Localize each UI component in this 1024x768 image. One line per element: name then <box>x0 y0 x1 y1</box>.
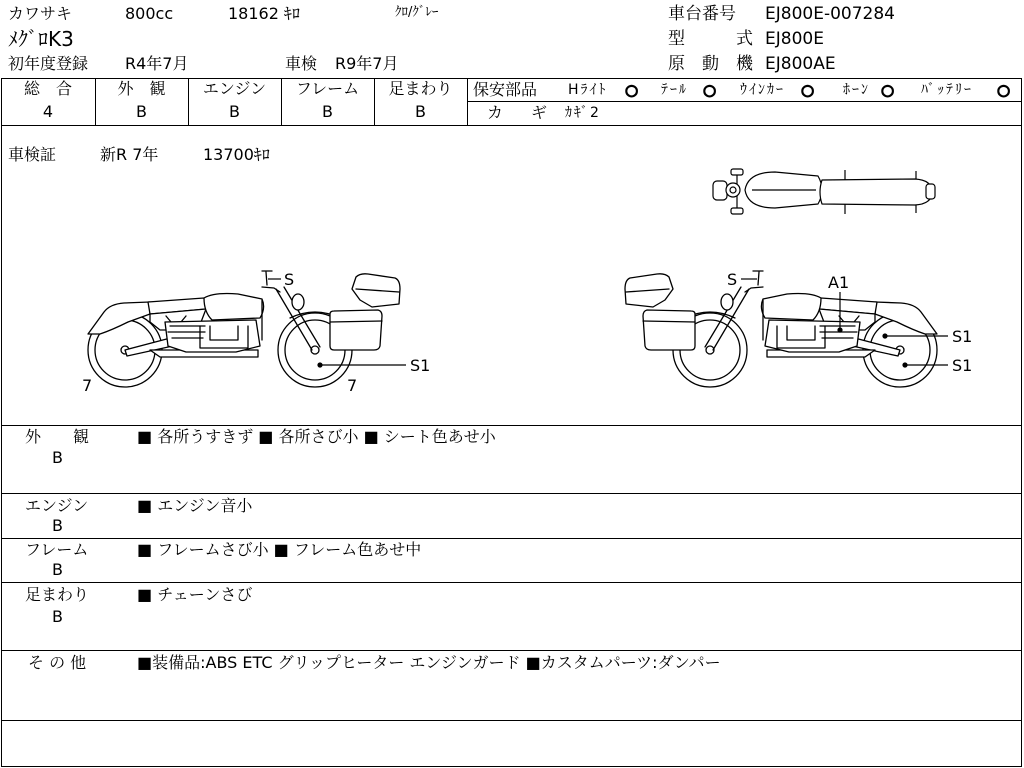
comment-engine-grade: B <box>52 516 63 535</box>
model-name: ﾒｸﾞﾛK3 <box>8 27 74 51</box>
grade-engine-value: B <box>229 102 240 121</box>
safety-tail-mark: ○ <box>703 81 717 99</box>
grade-overall-label: 総 合 <box>23 79 72 98</box>
diagram-bottom-border <box>1 425 1022 426</box>
grade-frame-label: フレーム <box>295 79 360 98</box>
certificate-label: 車検証 <box>8 145 57 164</box>
safety-winker-label: ｳｲﾝｶｰ <box>740 82 785 98</box>
safety-winker-mark: ○ <box>801 81 815 99</box>
model-code-label: 型 式 <box>668 29 753 49</box>
engine-label: 原 動 機 <box>668 54 753 74</box>
comment-divider <box>1 650 1022 651</box>
bike-right-side-view <box>625 271 937 387</box>
safety-headlight-mark: ○ <box>625 81 639 99</box>
bike-top-view <box>713 169 935 214</box>
bike-left-side-view <box>88 271 400 387</box>
inspection-label: 車検 <box>285 54 318 73</box>
comment-other-label: そ の 他 <box>28 653 87 672</box>
comment-divider <box>1 493 1022 494</box>
grade-exterior-value: B <box>136 102 147 121</box>
safety-horn-mark: ○ <box>881 81 895 99</box>
top-tail <box>926 184 935 199</box>
grade-exterior-label: 外 観 <box>117 79 166 98</box>
comment-divider <box>1 538 1022 539</box>
left-mark-front-tire: 7 <box>347 376 358 395</box>
first-registration: R4年7月 <box>125 54 189 73</box>
maker: カワサキ <box>8 4 73 23</box>
left-mark-front: S1 <box>410 356 431 375</box>
comment-divider <box>1 720 1022 721</box>
grade-suspension-label: 足まわり <box>388 79 453 98</box>
top-headlight-center <box>730 187 736 193</box>
inspection-date: R9年7月 <box>335 54 399 73</box>
comment-other-text: ■装備品:ABS ETC グリップヒーター エンジンガード ■カスタムパーツ:ダンパー <box>137 653 721 672</box>
comment-engine-label: エンジン <box>25 496 89 515</box>
comment-suspension-label: 足まわり <box>25 585 90 604</box>
comment-engine-text: ■ エンジン音小 <box>137 496 253 515</box>
safety-battery-label: ﾊﾞｯﾃﾘｰ <box>921 82 973 98</box>
frame-number-label: 車台番号 <box>668 4 736 24</box>
safety-label: 保安部品 <box>473 80 538 99</box>
key-value: ｶｷﾞ2 <box>565 105 601 121</box>
safety-headlight-label: Hﾗｲﾄ <box>568 82 608 98</box>
safety-horn-label: ﾎｰﾝ <box>843 82 870 98</box>
grade-frame-value: B <box>322 102 333 121</box>
key-label: カ ギ <box>487 103 554 122</box>
right-mark-side: A1 <box>828 273 850 292</box>
comment-divider <box>1 582 1022 583</box>
comment-suspension-text: ■ チェーンさび <box>137 585 253 604</box>
right-mark-mirror: S <box>727 270 738 289</box>
safety-row-divider <box>467 101 1022 102</box>
comment-exterior-text: ■ 各所うすきず ■ 各所さび小 ■ シート色あせ小 <box>137 427 496 446</box>
frame-number: EJ800E-007284 <box>765 4 895 24</box>
displacement: 800cc <box>125 4 174 23</box>
top-grip <box>731 208 743 214</box>
comment-exterior-label: 外 観 <box>25 427 90 446</box>
color: ｸﾛ/ｸﾞﾚｰ <box>395 5 439 20</box>
left-mark-rear-tire: 7 <box>82 376 93 395</box>
motorcycle-diagram <box>0 126 1024 424</box>
comment-frame-text: ■ フレームさび小 ■ フレーム色あせ中 <box>137 540 422 559</box>
safety-battery-mark: ○ <box>997 81 1011 99</box>
left-mark-mirror: S <box>284 270 295 289</box>
model-code: EJ800E <box>765 29 824 49</box>
frame-bottom-border <box>1 766 1022 767</box>
grade-overall-value: 4 <box>42 102 54 121</box>
right-mark-upper: S1 <box>952 327 973 346</box>
comment-exterior-grade: B <box>52 448 63 467</box>
engine-code: EJ800AE <box>765 54 836 74</box>
first-registration-label: 初年度登録 <box>8 54 89 73</box>
mileage: 18162 ｷﾛ <box>228 4 300 23</box>
grade-suspension-value: B <box>415 102 426 121</box>
top-seat <box>820 179 932 205</box>
certificate-mileage: 13700ｷﾛ <box>203 145 270 164</box>
safety-tail-label: ﾃｰﾙ <box>661 82 688 98</box>
grade-engine-label: エンジン <box>202 79 267 98</box>
comment-frame-label: フレーム <box>25 540 89 559</box>
certificate-status: 新R 7年 <box>100 145 159 164</box>
right-mark-lower: S1 <box>952 356 973 375</box>
comment-suspension-grade: B <box>52 607 63 626</box>
comment-frame-grade: B <box>52 560 63 579</box>
top-front-tire <box>713 181 727 200</box>
top-grip <box>731 169 743 175</box>
